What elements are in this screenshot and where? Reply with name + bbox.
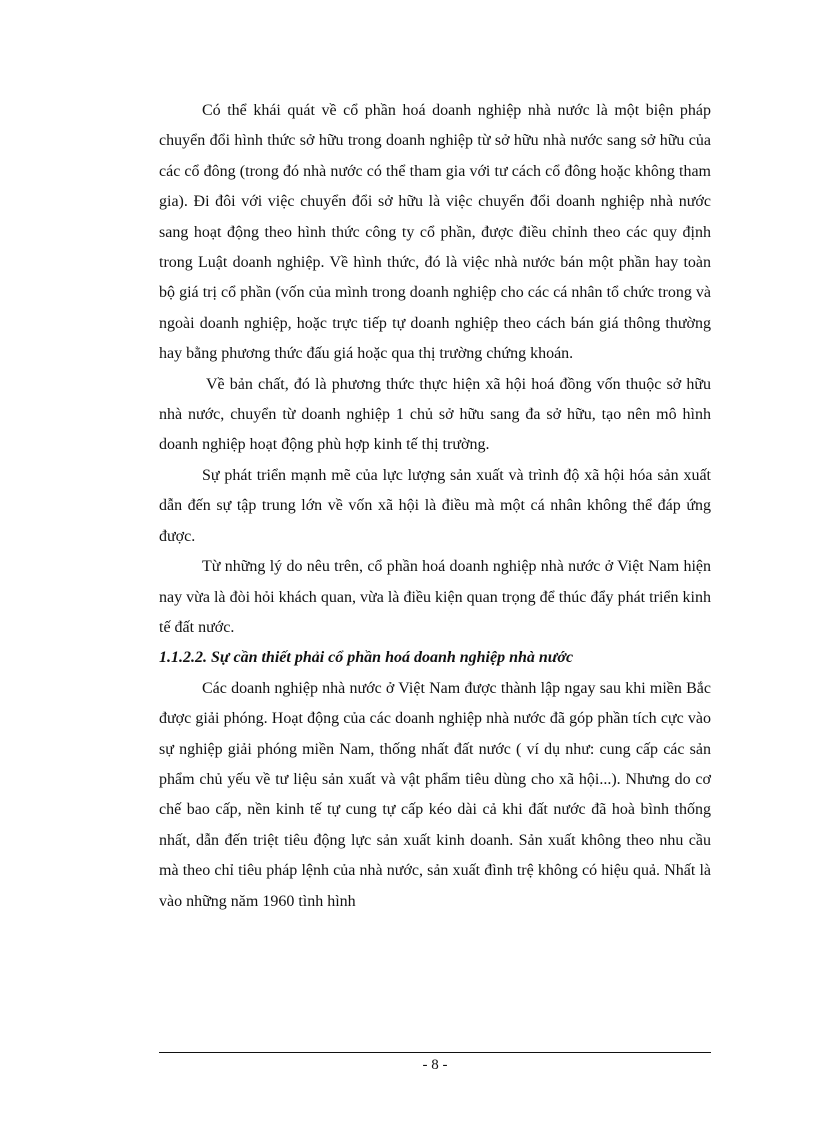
body-paragraph: Về bản chất, đó là phương thức thực hiện xã hội hoá đồng vốn thuộc sở hữu nhà nước, chuyển từ doanh nghiệp 1 chủ sở hữu sang đa sở hữu, tạo nên mô hình doanh nghiệp hoạt động phù hợp kinh tế thị trường. (159, 375, 711, 454)
body-paragraph: Từ những lý do nêu trên, cổ phần hoá doanh nghiệp nhà nước ở Việt Nam hiện nay vừa là đòi hỏi khách quan, vừa là điều kiện quan trọng để thúc đẩy phát triển kinh tế đất nước. (159, 558, 711, 636)
body-paragraph: Sự phát triển mạnh mẽ của lực lượng sản xuất và trình độ xã hội hóa sản xuất dẫn đến sự tập trung lớn về vốn xã hội là điều mà một cá nhân không thể đáp ứng được. (159, 466, 711, 545)
section-heading: 1.1.2.2. Sự cần thiết phải cổ phần hoá doanh nghiệp nhà nước (159, 649, 574, 667)
footer-divider (159, 1052, 711, 1053)
body-paragraph: Các doanh nghiệp nhà nước ở Việt Nam được thành lập ngay sau khi miền Bắc được giải phóng. Hoạt động của các doanh nghiệp nhà nước đã góp phần tích cực vào sự nghiệp giải phóng miền Nam, thống nhất đất nước ( ví dụ như: cung cấp các sản phẩm chủ yếu về tư liệu sản xuất và vật phẩm tiêu dùng cho xã hội...). Nhưng do cơ chế bao cấp, nền kinh tế tự cung tự cấp kéo dài cả khi đất nước đã hoà bình thống nhất, dẫn đến triệt tiêu động lực sản xuất kinh doanh. Sản xuất không theo nhu cầu mà theo chỉ tiêu pháp lệnh của nhà nước, sản xuất đình trệ không có hiệu quả. Nhất là vào những năm 1960 tình hình (159, 679, 711, 910)
body-paragraph: Có thể khái quát về cổ phần hoá doanh nghiệp nhà nước là một biện pháp chuyển đổi hình thức sở hữu trong doanh nghiệp từ sở hữu nhà nước sang sở hữu của các cổ đông (trong đó nhà nước có thể tham gia với tư cách cổ đông hoặc không tham gia). Đi đôi với việc chuyển đổi sở hữu là việc chuyển đổi doanh nghiệp nhà nước sang hoạt động theo hình thức công ty cổ phần, được điều chỉnh theo các quy định trong Luật doanh nghiệp. Về hình thức, đó là việc nhà nước bán một phần hay toàn bộ giá trị cổ phần (vốn của mình trong doanh nghiệp cho các cá nhân tổ chức trong và ngoài doanh nghiệp, hoặc trực tiếp tự doanh nghiệp theo cách bán giá thông thường hay bằng phương thức đấu giá hoặc qua thị trường chứng khoán. (159, 102, 711, 363)
document-body (159, 96, 711, 917)
page-number: - 8 - (422, 1057, 448, 1073)
